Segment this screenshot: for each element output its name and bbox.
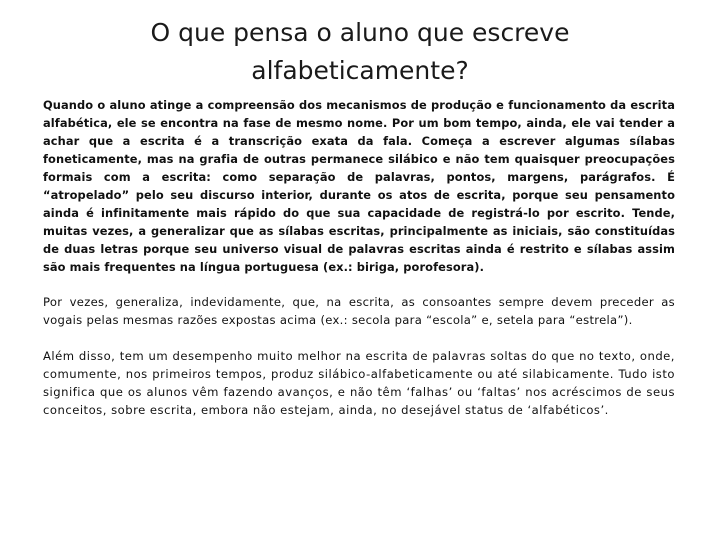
slide-title: O que pensa o aluno que escreve alfabeticamente? xyxy=(150,18,570,85)
paragraph-consoantes-vogais: Por vezes, generaliza, indevidamente, que, na escrita, as consoantes sempre devem preceder as vogais pelas mesmas razões expostas acima (ex.: secola para “escola” e, setela para “estrela”). xyxy=(43,295,675,327)
paragraph-palavras-soltas: Além disso, tem um desempenho muito melhor na escrita de palavras soltas do que no texto, onde, comumente, nos primeiros tempos, produz silábico-alfabeticamente ou até silabicamente. Tudo isto significa que os alunos vêm fazendo avanços, e não têm ‘falhas’ ou ‘faltas’ nos acréscimos de seus conceitos, sobre escrita, embora não estejam, ainda, no desejável status de ‘alfabéticos’. xyxy=(43,349,675,417)
paragraph-fase-alfabetica: Quando o aluno atinge a compreensão dos mecanismos de produção e funcionamento da escrita alfabética, ele se encontra na fase de mesmo nome. Por um bom tempo, ainda, ele vai tender a achar que a escrita é a transcrição exata da fala. Começa a escrever algumas sílabas foneticamente, mas na grafia de outras permanece silábico e não tem quaisquer preocupações formais com a escrita: como separação de palavras, pontos, margens, parágrafos. É “atropelado” pelo seu discurso interior, durante os atos de escrita, porque seu pensamento ainda é infinitamente mais rápido do que sua capacidade de registrá-lo por escrito. Tende, muitas vezes, a generalizar que as sílabas escritas, principalmente as iniciais, são constituídas de duas letras porque seu universo visual de palavras escritas ainda é restrito e sílabas assim são mais frequentes na língua portuguesa (ex.: biriga, porofesora). xyxy=(43,98,675,274)
slide-body xyxy=(43,96,675,419)
